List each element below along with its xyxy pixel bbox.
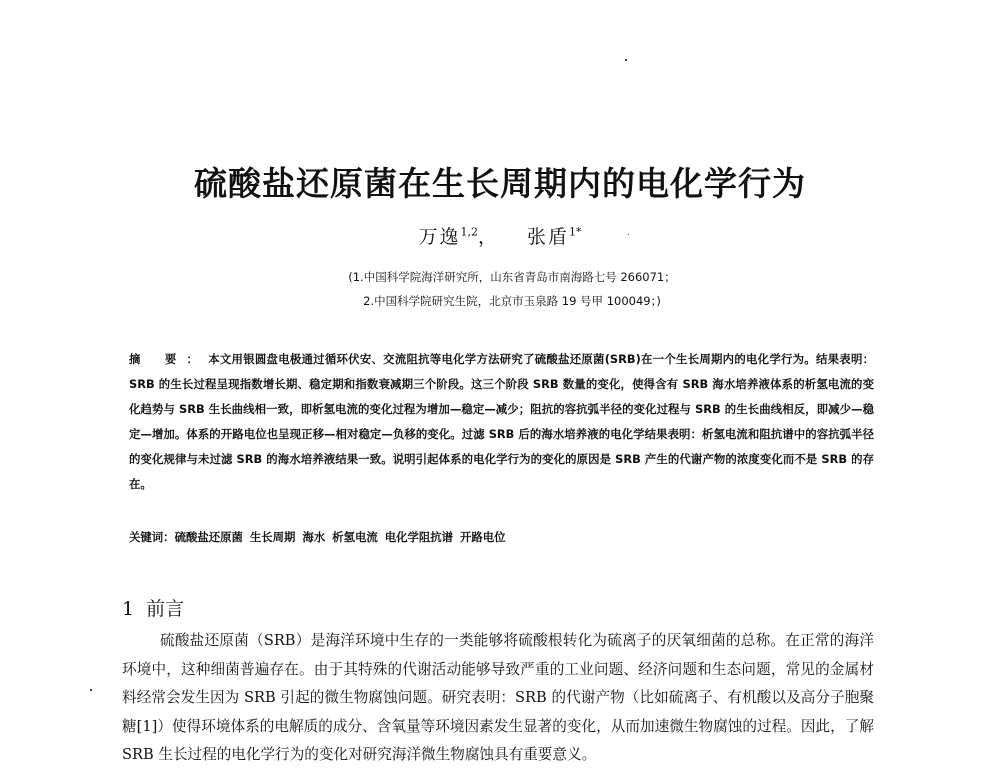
abstract-text: 本文用银圆盘电极通过循环伏安、交流阻抗等电化学方法研究了硫酸盐还原菌(SRB)在一个生长周期内的电化学行为。结果表明：SRB 的生长过程呈现指数增长期、稳定期和指数衰减期三个阶段。这三个阶段 SRB 数量的变化，使得含有 SRB 海水培养液体系的析氢电流的变化趋势与 SRB 生长曲线相一致，即析氢电流的变化过程为增加—稳定—减少；阻抗的容抗弧半径的变化过程与 SRB 的生长曲线相反，即减少—稳定—增加。体系的开路电位也呈现正移—相对稳定—负移的变化。过滤 SRB 后的海水培养液的电化学结果表明：析氢电流和阻抗谱中的容抗弧半径的变化规律与未过滤 SRB 的海水培养液结果一致。说明引起体系的电化学行为的变化的原因是 SRB 产生的代谢产物的浓度变化而不是 SRB 的存在。 (129, 352, 875, 491)
author-name: 万逸 (418, 226, 461, 248)
paper-title: 硫酸盐还原菌在生长周期内的电化学行为 (194, 164, 806, 203)
author-line (0, 222, 1000, 249)
abstract (129, 347, 874, 497)
author-name: 张盾 (527, 226, 570, 248)
affiliation-line: 2.中国科学院研究生院，北京市玉泉路 19 号甲 100049；) (363, 294, 661, 308)
body-paragraph: 硫酸盐还原菌（SRB）是海洋环境中生存的一类能够将硫酸根转化为硫离子的厌氧细菌的总称。在正常的海洋环境中，这种细菌普遍存在。由于其特殊的代谢活动能够导致严重的工业问题、经济问题和生态问题，常见的金属材料经常会发生因为 SRB 引起的微生物腐蚀问题。研究表明：SRB 的代谢产物（比如硫离子、有机酸以及高分子胞聚糖[1]）使得环境体系的电解质的成分、含氧量等环境因素发生显著的变化，从而加速微生物腐蚀的过程。因此，了解 SRB 生长过程的电化学行为的变化对研究海洋微生物腐蚀具有重要意义。 (122, 632, 874, 763)
keywords (129, 529, 874, 545)
abstract-label: 摘 要： (129, 352, 209, 366)
author-affiliation-mark: 1* (569, 225, 582, 239)
keywords-text: 硫酸盐还原菌 生长周期 海水 析氢电流 电化学阻抗谱 开路电位 (174, 530, 506, 544)
keywords-label: 关键词： (129, 530, 175, 544)
section-number: 1 (122, 598, 135, 620)
section-heading (122, 594, 184, 621)
affiliation-line: (1.中国科学院海洋研究所，山东省青岛市南海路七号 266071； (348, 270, 676, 284)
section-title: 前言 (146, 598, 185, 620)
author-affiliation-mark: 1,2 (460, 225, 478, 239)
author-separator: ， (477, 226, 499, 248)
scan-speck (625, 59, 627, 61)
scan-speck (90, 689, 92, 691)
